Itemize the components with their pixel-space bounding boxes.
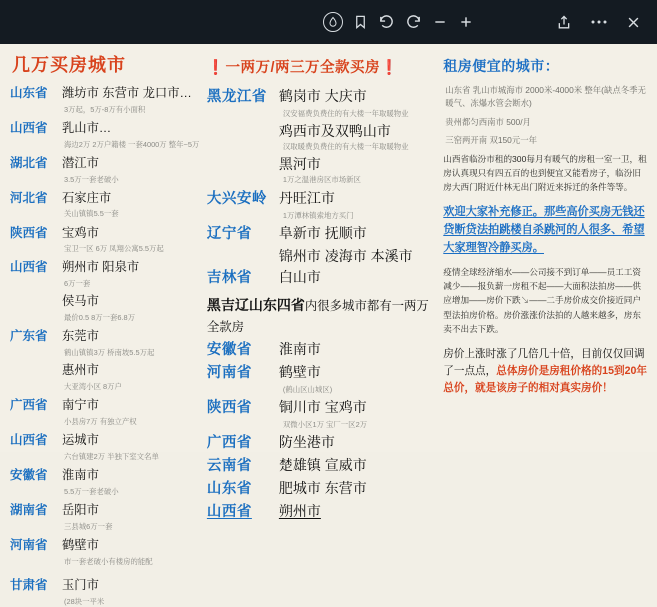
mid-highlight-strong: 黑吉辽山东四省 bbox=[206, 297, 305, 314]
list-item bbox=[207, 188, 435, 211]
market-paragraph: 疫情全球经济缩水——公司接不到订单——员工工资减少——报负薪一房租不起——大面积法拍房——供应增加——房价下跌↘——二手房价成交价接近同户型法拍房价格。房价涨涨价法拍的人越来越多，房东卖不出去下跌。 bbox=[443, 266, 641, 334]
list-item bbox=[207, 223, 435, 246]
province-label: 湖北省 bbox=[10, 155, 48, 170]
province-label: 河南省 bbox=[10, 537, 48, 552]
list-item bbox=[10, 576, 207, 595]
bookmark-icon[interactable] bbox=[353, 13, 368, 31]
mid-column-title: ❗一两万/两三万全款买房❗ bbox=[206, 60, 399, 76]
list-item bbox=[10, 501, 207, 520]
city-list: 肥城市 东营市 bbox=[278, 479, 367, 496]
city-list: 玉门市 bbox=[62, 577, 99, 592]
list-item bbox=[10, 84, 207, 103]
city-list: 惠州市 bbox=[62, 363, 99, 378]
province-label: 山西省 bbox=[10, 260, 48, 275]
advice-callout-text: 欢迎大家补充修正。那些高价买房无钱还贷断贷法拍跳楼自杀跳河的人很多、希望大家理智冷静买房。 bbox=[443, 205, 645, 254]
province-label: 湖南省 bbox=[10, 503, 48, 518]
list-item bbox=[207, 246, 435, 267]
conclusion-highlight: 总体房价是房租价格的15到20年总价，就是该房子的相对真实房价！ bbox=[443, 365, 647, 395]
list-item bbox=[207, 121, 435, 142]
province-label: 云南省 bbox=[206, 458, 252, 475]
conclusion-plain: 房价上涨时涨了几倍几十倍，目前仅仅回调了一点点， bbox=[443, 348, 645, 378]
city-list: 黑河市 bbox=[278, 156, 321, 173]
toolbar-actions bbox=[556, 14, 657, 31]
list-item bbox=[207, 86, 435, 109]
row-note: 3.5万一套老破小 bbox=[64, 174, 119, 184]
row-note: 大亚湾小区 8万户 bbox=[64, 382, 122, 392]
list-item bbox=[10, 224, 207, 243]
city-list: 防坐港市 bbox=[278, 434, 335, 451]
list-item bbox=[10, 362, 207, 380]
list-item bbox=[207, 455, 435, 478]
rotate-left-icon[interactable] bbox=[378, 14, 395, 31]
rent-note: 贵州都匀西南市 500/月 bbox=[445, 116, 531, 127]
list-item bbox=[10, 154, 207, 173]
row-note: 海边2万 2万户籍楼 一套4000万 整年~5万 bbox=[64, 139, 200, 149]
city-list: 侯马市 bbox=[62, 294, 99, 309]
mid-highlight-note: 内很多城市都有一两万全款房 bbox=[206, 299, 429, 335]
province-label: 甘肃省 bbox=[10, 577, 48, 592]
list-item bbox=[10, 258, 207, 277]
more-horizontal-icon[interactable] bbox=[590, 19, 608, 25]
province-label: 大兴安岭 bbox=[206, 190, 267, 207]
list-item bbox=[10, 431, 207, 450]
province-label: 山东省 bbox=[206, 480, 252, 497]
right-column-title: 租房便宜的城市： bbox=[443, 58, 560, 74]
province-label: 广西省 bbox=[10, 398, 48, 413]
province-label: 山西省 bbox=[10, 120, 48, 135]
province-label: 陕西省 bbox=[10, 225, 48, 240]
water-drop-icon[interactable] bbox=[323, 12, 343, 32]
city-list: 楚雄镇 宣威市 bbox=[278, 457, 367, 474]
row-note: 6万一套 bbox=[64, 279, 91, 289]
row-note: 鹤山镇镇3万 桥南坡5.5万起 bbox=[64, 348, 155, 358]
row-note: 1万潭林镇索地方买门 bbox=[282, 210, 354, 220]
minus-icon[interactable] bbox=[432, 14, 448, 30]
viewer-toolbar bbox=[0, 0, 657, 44]
conclusion-block bbox=[443, 346, 647, 397]
advice-callout bbox=[443, 203, 647, 257]
row-note: 小县房7万 有独立产权 bbox=[64, 417, 137, 427]
plus-icon[interactable] bbox=[458, 14, 474, 30]
city-list: 朔州市 阳泉市 bbox=[62, 260, 140, 275]
city-list: 锦州市 凌海市 本溪市 bbox=[278, 247, 413, 264]
list-item bbox=[207, 267, 435, 290]
list-item bbox=[10, 536, 207, 555]
list-item bbox=[10, 293, 207, 311]
row-note: 最价0.5 8万一套6.8万 bbox=[64, 313, 136, 323]
city-list: 鸡西市及双鸭山市 bbox=[278, 123, 391, 140]
city-list: 乳山市… bbox=[62, 120, 112, 135]
list-item bbox=[207, 432, 435, 455]
city-list: 潜江市 bbox=[62, 155, 99, 170]
city-list: 东莞市 bbox=[62, 329, 99, 344]
row-note: 1万之温港房区市场新区 bbox=[282, 175, 361, 185]
list-item bbox=[207, 501, 435, 524]
row-note: (28块一平米 bbox=[64, 596, 105, 606]
city-list: 南宁市 bbox=[62, 398, 99, 413]
rent-note: 山东省 乳山市城海市 2000米-4000米 整年(缺点冬季无暖气、冻爆水管会断水) bbox=[445, 85, 646, 109]
row-note: 双微小区1万 宝厂一区2万 bbox=[282, 420, 368, 430]
city-list: 淮南市 bbox=[278, 341, 321, 358]
province-label: 陕西省 bbox=[206, 400, 252, 417]
province-label: 黑龙江省 bbox=[206, 89, 267, 105]
column-full-payment-cities bbox=[206, 52, 435, 520]
list-item bbox=[207, 478, 435, 501]
list-item bbox=[10, 119, 207, 138]
mid-highlight-line bbox=[207, 295, 435, 337]
city-list: 阜新市 抚顺市 bbox=[278, 224, 367, 241]
list-item bbox=[207, 397, 435, 420]
city-list: 铜川市 宝鸡市 bbox=[278, 399, 367, 416]
province-label: 河北省 bbox=[10, 190, 48, 205]
province-label: 山西省 bbox=[206, 503, 252, 520]
city-list: 运城市 bbox=[62, 433, 99, 448]
city-list: 鹤壁市 bbox=[278, 364, 321, 381]
column-cheap-rent bbox=[435, 52, 647, 452]
city-list: 鹤壁市 bbox=[62, 537, 99, 552]
city-list: 潍坊市 东营市 龙口市… bbox=[62, 85, 192, 100]
province-label: 山东省 bbox=[10, 85, 48, 100]
city-list: 石家庄市 bbox=[62, 190, 112, 205]
row-note: 六台镇建2万 半独下室文名单 bbox=[64, 452, 159, 461]
city-list: 白山市 bbox=[278, 268, 321, 285]
list-item bbox=[207, 362, 435, 385]
row-note: 关山镇镇5.5一套 bbox=[64, 209, 119, 219]
rent-note: 三窑两开南 双150元一年 bbox=[445, 135, 537, 146]
province-label: 广西省 bbox=[206, 435, 252, 452]
city-list: 岳阳市 bbox=[62, 503, 99, 518]
province-label: 辽宁省 bbox=[206, 225, 252, 242]
row-note: 宝卫一区 6万 凤翔公寓5.5万起 bbox=[64, 244, 164, 254]
city-list: 宝鸡市 bbox=[62, 225, 99, 240]
list-item bbox=[10, 327, 207, 346]
row-note: 3万起，5万-8万有小面积 bbox=[64, 104, 146, 114]
row-note: 三县城6万一套 bbox=[64, 521, 113, 531]
row-note: 市一套老破小有楼房的能配 bbox=[64, 556, 153, 566]
list-item bbox=[10, 466, 207, 485]
list-item bbox=[207, 339, 435, 362]
row-note: 汉安福费负费住的有大楼一年取暖物业 bbox=[282, 108, 409, 118]
close-icon[interactable] bbox=[626, 15, 641, 30]
city-list: 朔州市 bbox=[278, 502, 321, 519]
list-item bbox=[207, 154, 435, 175]
province-label: 山西省 bbox=[10, 433, 48, 448]
province-label: 广东省 bbox=[10, 329, 48, 344]
city-list: 淮南市 bbox=[62, 468, 99, 483]
province-label: 安徽省 bbox=[10, 468, 48, 483]
list-item bbox=[10, 189, 207, 208]
left-column-title: 几万买房城市 bbox=[12, 55, 126, 75]
row-note: 5.5万一套老破小 bbox=[64, 486, 119, 496]
province-label: 吉林省 bbox=[206, 269, 252, 286]
row-note: (鹤山区山城区) bbox=[282, 384, 333, 394]
document-page bbox=[0, 44, 657, 606]
row-note: 汉取暖费负费住的有大楼一年取暖物业 bbox=[282, 142, 409, 152]
column-cheap-cities bbox=[10, 52, 207, 606]
province-label: 安徽省 bbox=[206, 342, 252, 359]
city-list: 鹤岗市 大庆市 bbox=[278, 88, 367, 104]
list-item bbox=[10, 396, 207, 415]
rent-paragraph: 山西省临汾市租的300每月有暖气的房租一室一卫，租房认真现只有四五百的也到便宜又能看房子，临汾旧房大西门附近什林无出门附近来拆迁的条件等等。 bbox=[443, 153, 647, 192]
rotate-right-icon[interactable] bbox=[405, 14, 422, 31]
city-list: 丹旺江市 bbox=[278, 189, 335, 206]
share-icon[interactable] bbox=[556, 14, 572, 31]
toolbar-tools bbox=[240, 12, 556, 32]
province-label: 河南省 bbox=[206, 365, 252, 382]
